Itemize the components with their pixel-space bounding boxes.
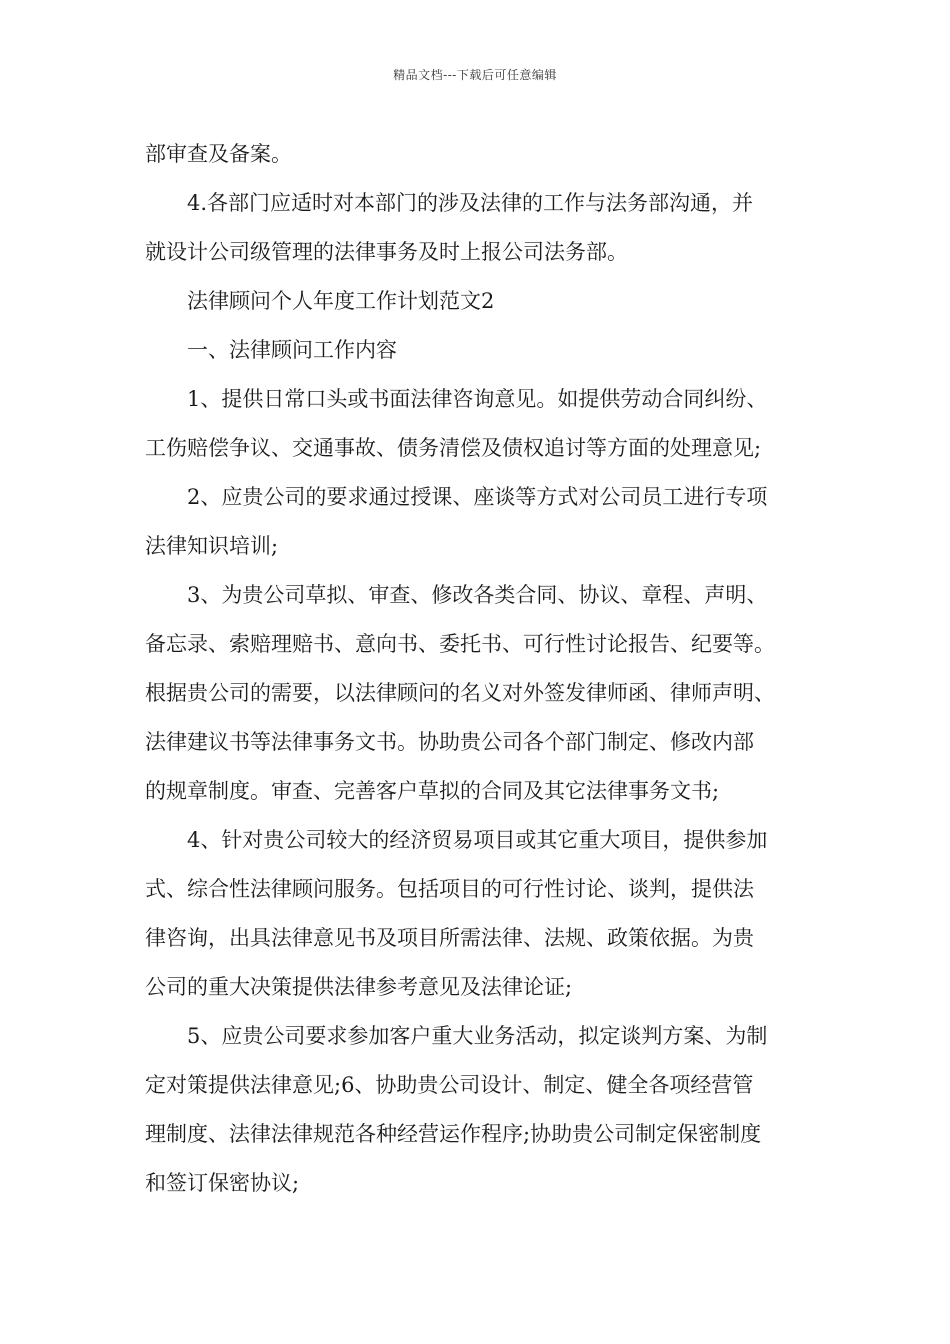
text-line: 公司的重大决策提供法律参考意见及法律论证; xyxy=(145,975,573,999)
section-title: 法律顾问个人年度工作计划范文2 xyxy=(187,289,495,313)
text-line: 定对策提供法律意见;6、协助贵公司设计、制定、健全各项经营管 xyxy=(145,1073,754,1097)
text-line: 4、针对贵公司较大的经济贸易项目或其它重大项目，提供参加 xyxy=(187,828,768,852)
text-line: 工伤赔偿争议、交通事故、债务清偿及债权追讨等方面的处理意见; xyxy=(145,436,762,460)
text-line: 部审查及备案。 xyxy=(145,142,292,166)
text-line: 备忘录、索赔理赔书、意向书、委托书、可行性讨论报告、纪要等。 xyxy=(145,632,775,656)
text-line: 4.各部门应适时对本部门的涉及法律的工作与法务部沟通，并 xyxy=(187,191,754,215)
text-line: 和签订保密协议; xyxy=(145,1171,300,1195)
text-line: 理制度、法律法律规范各种经营运作程序;协助贵公司制定保密制度 xyxy=(145,1122,762,1146)
text-line: 法律建议书等法律事务文书。协助贵公司各个部门制定、修改内部 xyxy=(145,730,754,754)
text-line: 律咨询，出具法律意见书及项目所需法律、法规、政策依据。为贵 xyxy=(145,926,754,950)
text-line: 的规章制度。审查、完善客户草拟的合同及其它法律事务文书; xyxy=(145,779,720,803)
text-line: 3、为贵公司草拟、审查、修改各类合同、协议、章程、声明、 xyxy=(187,583,768,607)
text-line: 1、提供日常口头或书面法律咨询意见。如提供劳动合同纠纷、 xyxy=(187,387,768,411)
text-line: 式、综合性法律顾问服务。包括项目的可行性讨论、谈判，提供法 xyxy=(145,877,754,901)
text-line: 法律知识培训; xyxy=(145,534,279,558)
text-line: 根据贵公司的需要，以法律顾问的名义对外签发律师函、律师声明、 xyxy=(145,681,775,705)
text-line: 就设计公司级管理的法律事务及时上报公司法务部。 xyxy=(145,240,628,264)
document-body xyxy=(145,130,810,1208)
text-line: 5、应贵公司要求参加客户重大业务活动，拟定谈判方案、为制 xyxy=(187,1024,768,1048)
section-heading: 一、法律顾问工作内容 xyxy=(187,338,397,362)
text-line: 2、应贵公司的要求通过授课、座谈等方式对公司员工进行专项 xyxy=(187,485,768,509)
page-header: 精品文档---下载后可任意编辑 xyxy=(393,68,557,82)
